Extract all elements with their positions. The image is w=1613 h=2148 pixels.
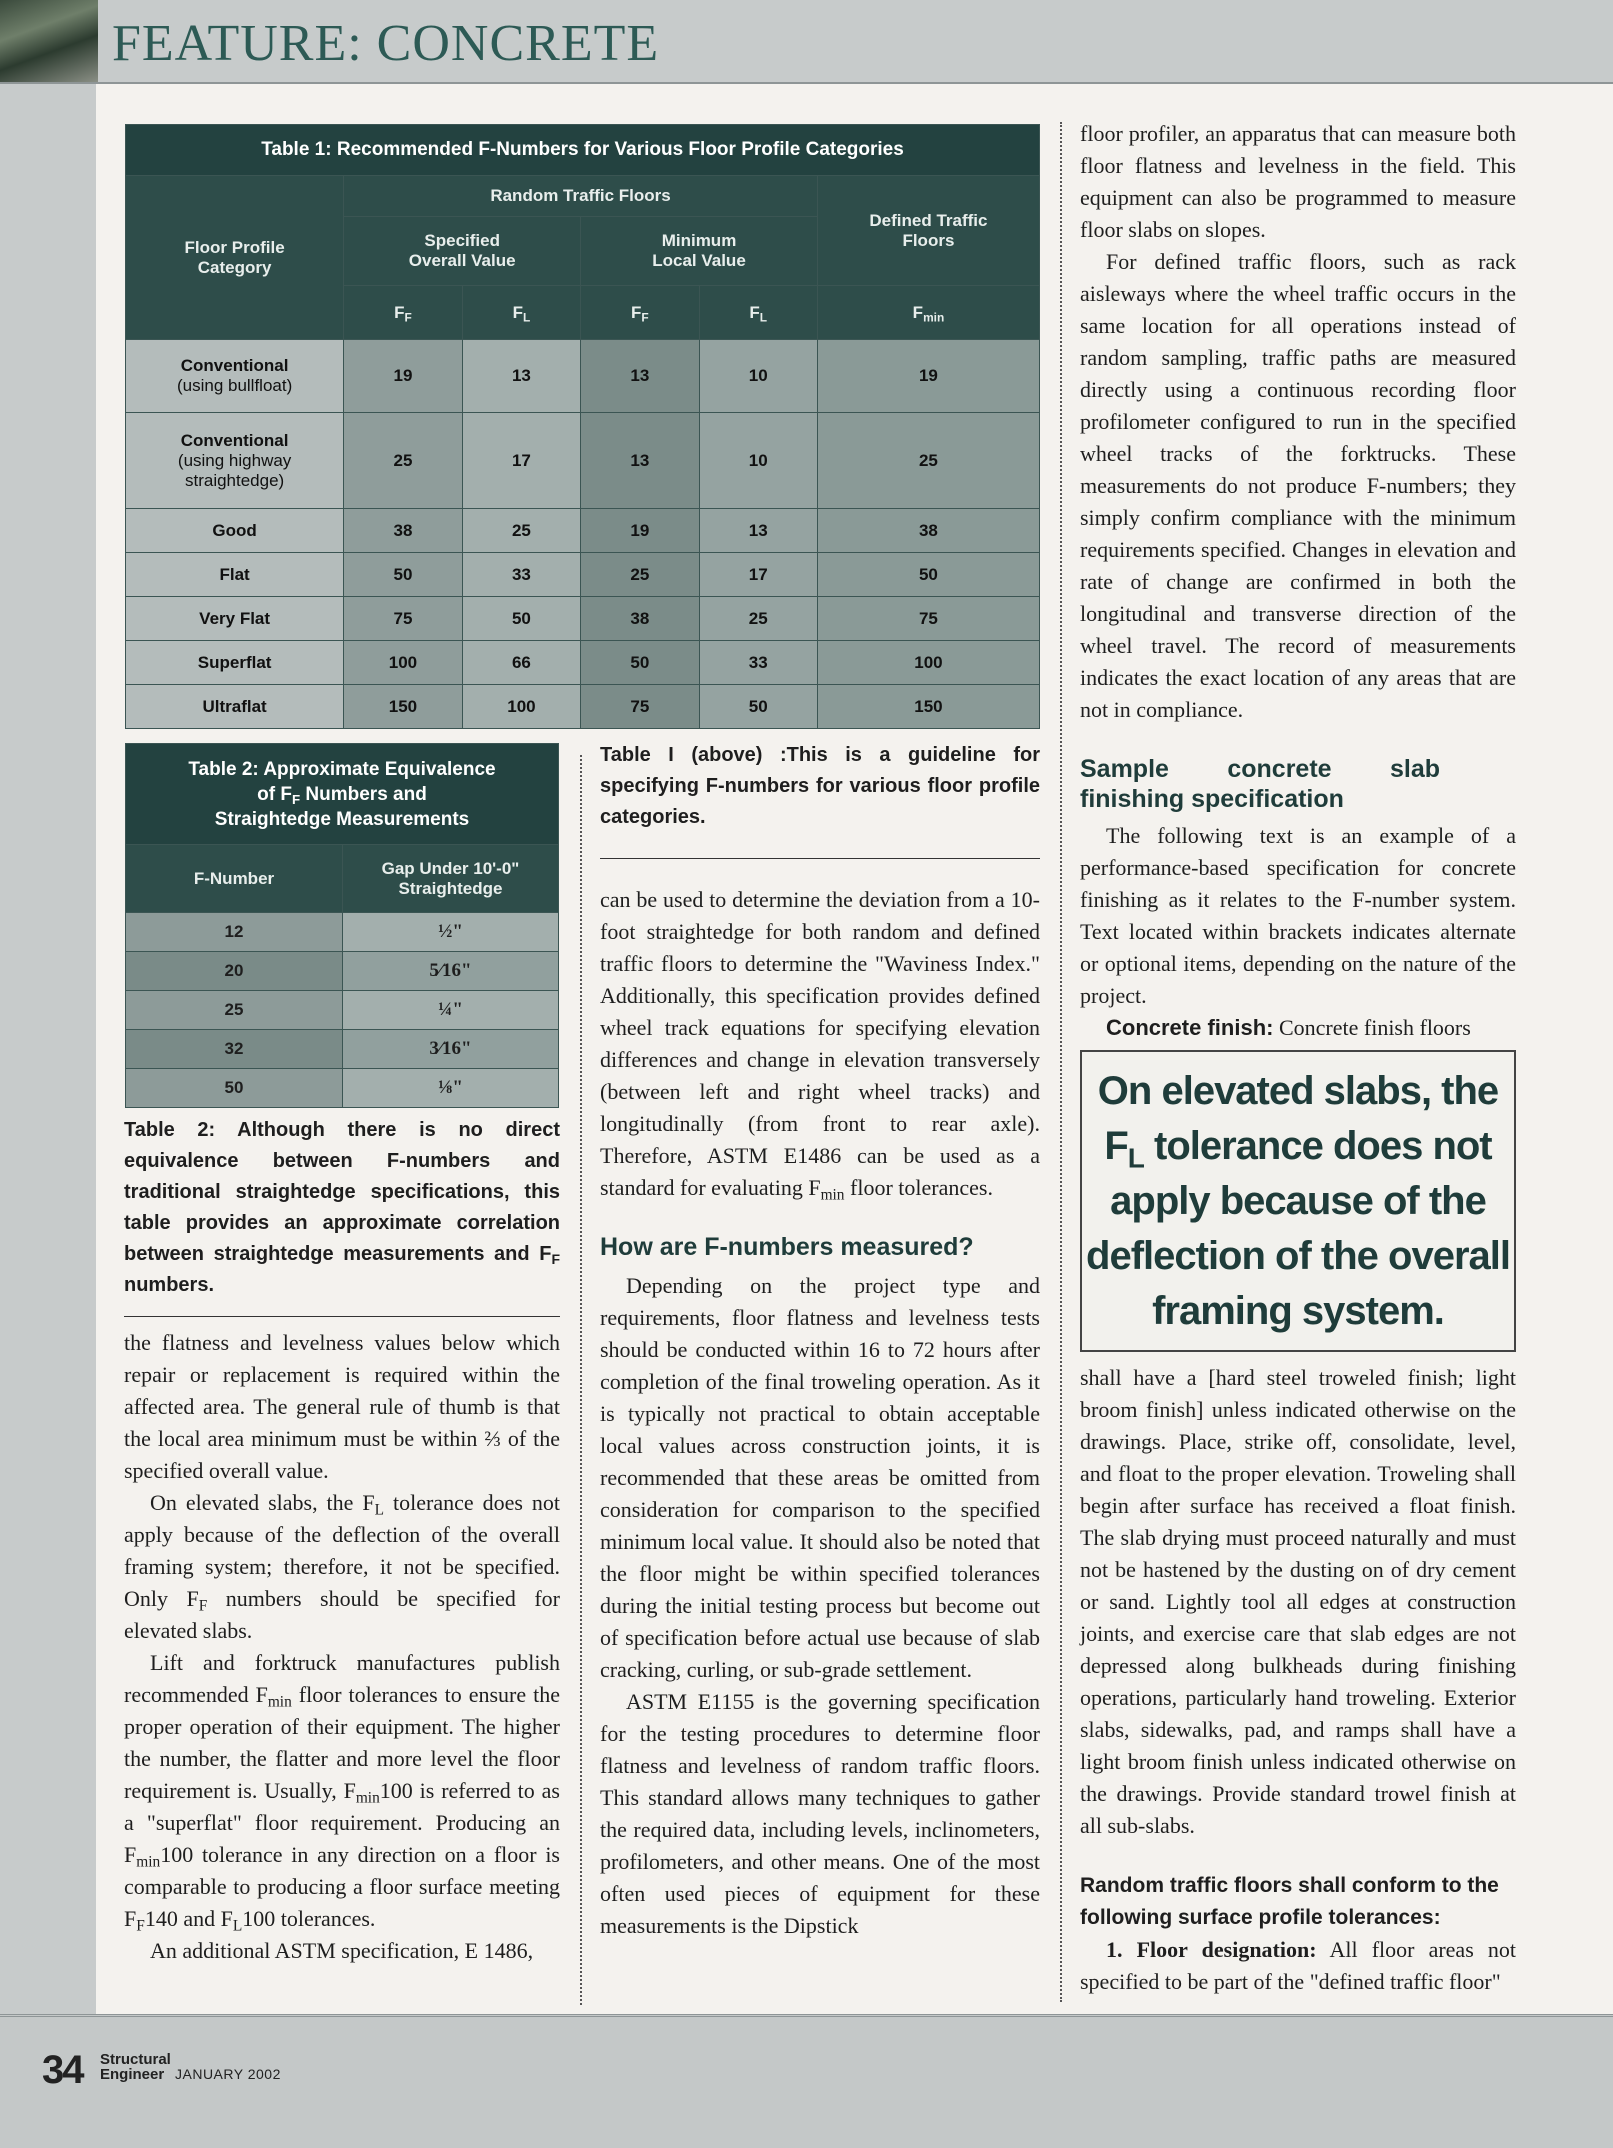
page-number: 34 [42,2048,83,2092]
col-gap: Gap Under 10'-0" Straightedge [343,845,559,913]
caption-divider [124,1316,560,1317]
pull-quote: On elevated slabs, the $F_L$ tolerance does not apply because of the deflection of the overall framing system. [1080,1050,1516,1352]
table-row: 32 3⁄16" [126,1030,559,1069]
col-f-number: F-Number [126,845,343,913]
paragraph: The following text is an example of a performance-based specification for concrete finishing as it relates to the F-number system. Text located within brackets indicates alternate or optional items, depending on the nature of the project. [1080,823,1516,1008]
paragraph: Lift and forktruck manufactures publish recommended $F_{min}$ floor tolerances to ensure the proper operation of their equipment. The higher the number, the flatter and more level the floor requirement is. Usually, $F_{min}100$ is referred to as a "superflat" floor requirement. Producing an $F_{min}100$ tolerance in any direction on a floor is comparable to producing a floor surface meeting $F_F140$ and $F_L100$ tolerances. [124,1650,560,1935]
column-1-text [124,1327,560,1967]
table-row: Ultraflat 150 100 75 50 150 [126,685,1040,729]
column-divider [1060,122,1062,2002]
table-2-caption: Table 2: Although there is no direct equivalence between F-numbers and traditional straightedge specifications, this table provides an approximate correlation between straightedge measurements and $F_F$ numbers. [124,1119,560,1296]
table-row: Very Flat 75 50 38 25 75 [126,597,1040,641]
issue-date: JANUARY 2002 [175,2066,281,2082]
col-ff-specified: $F_F$ [344,286,462,340]
column-2-text [600,884,1040,1942]
table-row: Good 38 25 19 13 38 [126,509,1040,553]
col-fl-minimum: $F_L$ [699,286,817,340]
section-heading: Random traffic floors shall conform to the following surface profile tolerances: [1080,1874,1499,1929]
section-heading: Sample concrete slab finishing specification [1080,755,1440,813]
column-divider [580,755,582,2005]
table-1-caption: Table I (above) :This is a guideline for specifying F-numbers for various floor profile categories. [600,744,1040,828]
column-3-text-bottom [1080,1362,1516,1998]
col-fmin: $F_{min}$ [817,286,1039,340]
table-row: Superflat 100 66 50 33 100 [126,641,1040,685]
table-2 [125,743,559,1108]
paragraph: floor profiler, an apparatus that can measure both floor flatness and levelness in the field. This equipment can also be programmed to measure floor slabs on slopes. [1080,121,1516,242]
col-ff-minimum: $F_F$ [581,286,699,340]
table-2-title: Table 2: Approximate Equivalence of $F_F$ Numbers and Straightedge Measurements [126,744,559,845]
table-1 [125,124,1040,729]
header-photo [0,0,98,82]
paragraph: ASTM E1155 is the governing specification for the testing procedures to determine floor flatness and levelness of random traffic floors. This standard allows many techniques to gather the required data, including levels, inclinometers, profilometers, and other means. One of the most often used pieces of equipment for these measurements is the Dipstick [600,1689,1040,1938]
column-3-text-top [1080,118,1516,1044]
left-margin-strip [0,84,96,2014]
group-defined-traffic: Defined Traffic Floors [817,176,1039,286]
paragraph: On elevated slabs, the $F_L$ tolerance does not apply because of the deflection of the overall framing system; therefore, it not be specified. Only $F_F$ numbers should be specified for elevated slabs. [124,1490,560,1643]
magazine-logo: Structural Engineer [100,2051,171,2083]
table-1-title: Table 1: Recommended F-Numbers for Various Floor Profile Categories [126,125,1040,176]
paragraph: can be used to determine the deviation from a 10-foot straightedge for both random and defined traffic floors to determine the "Waviness Index." Additionally, this specification provides defined wheel track equations for specifying elevation differences and change in elevation transversely (between left and right wheel tracks) and longitudinally (from front to rear axle). Therefore, ASTM E1486 can be used as a standard for evaluating $F_{min}$ floor tolerances. [600,887,1040,1204]
group-minimum-local: Minimum Local Value [581,217,818,286]
table-row: 12 ½" [126,913,559,952]
page-header [0,0,1613,84]
paragraph: Depending on the project type and requirements, floor flatness and levelness tests should be conducted within 16 to 72 hours after completion of the final troweling operation. As it is typically not practical to obtain acceptable local values across construction joints, it is recommended that these areas be omitted from consideration for comparison to the specified minimum local value. It should also be noted that the floor might be within specified tolerances during the initial testing process but become out of specification before actual use because of slab cracking, curling, or sub-grade settlement. [600,1273,1040,1682]
table-row: Flat 50 33 25 17 50 [126,553,1040,597]
caption-divider [600,858,1040,859]
paragraph: 1. Floor designation: All floor areas not specified to be part of the "defined traffic floor" [1080,1937,1516,1994]
paragraph: For defined traffic floors, such as rack aisleways where the wheel traffic occurs in the same location for all operations instead of random sampling, traffic paths are measured directly using a continuous recording floor profilometer configured to run in the specified wheel tracks of the forktrucks. These measurements do not produce F-numbers; they simply confirm compliance with the minimum requirements specified. Changes in elevation and rate of change are confirmed in both the longitudinal and transverse direction of the wheel travel. The record of measurements indicates the exact location of any areas that are not in compliance. [1080,249,1516,722]
table-row: 25 ¼" [126,991,559,1030]
table-row: Conventional (using highway straightedge) 25 17 13 10 25 [126,413,1040,509]
paragraph: the flatness and levelness values below which repair or replacement is required within the affected area. The general rule of thumb is that the local area minimum must be within ⅔ of the specified overall value. [124,1330,560,1483]
group-specified-overall: Specified Overall Value [344,217,581,286]
table-row: 50 ⅛" [126,1069,559,1108]
col-floor-profile-category: Floor Profile Category [126,176,344,340]
col-fl-specified: $F_L$ [462,286,580,340]
table-row: Conventional (using bullfloat) 19 13 13 10 19 [126,340,1040,413]
paragraph: An additional ASTM specification, E 1486, [150,1938,534,1963]
table-row: 20 5⁄16" [126,952,559,991]
section-title: FEATURE: CONCRETE [112,15,660,72]
paragraph: shall have a [hard steel troweled finish; light broom finish] unless indicated otherwise on the drawings. Place, strike off, consolidate, level, and float to the proper elevation. Troweling shall begin after surface has received a float finish. The slab drying must proceed naturally and must not be hastened by the dusting on of dry cement or sand. Lightly tool all edges at construction joints, and exercise care that slab edges are not depressed along bulkheads during finishing operations, particularly hand troweling. Exterior slabs, sidewalks, pad, and ramps shall have a light broom finish unless indicated otherwise on the drawings. Provide standard trowel finish at all sub-slabs. [1080,1365,1516,1838]
section-heading: How are F-numbers measured? [600,1233,974,1261]
paragraph: Concrete finish: Concrete finish floors [1106,1015,1471,1040]
group-random-traffic: Random Traffic Floors [344,176,818,217]
